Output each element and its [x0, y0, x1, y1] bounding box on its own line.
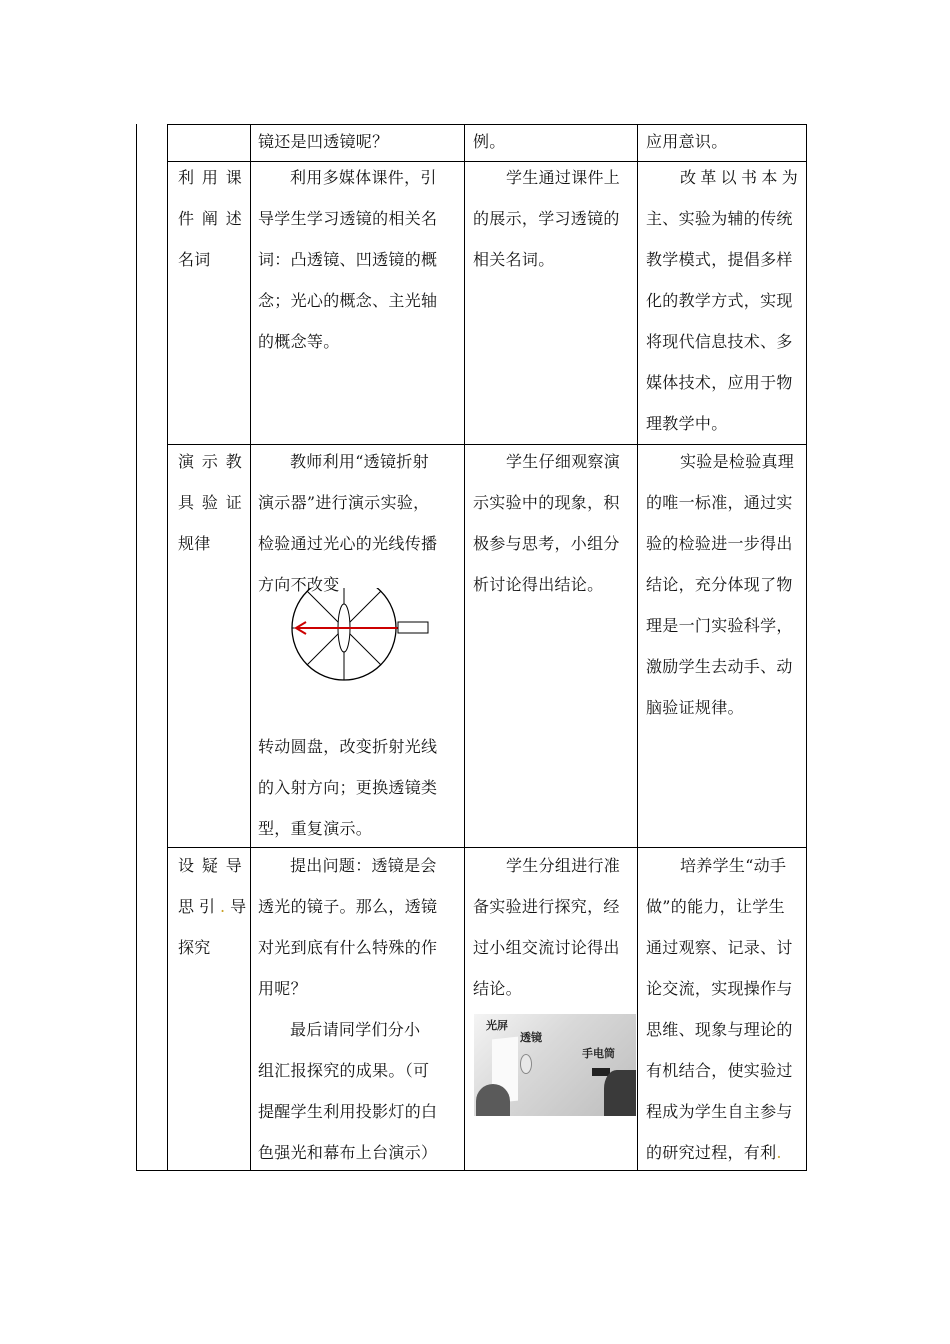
row3-intent-last: 的研究过程，有利 [646, 1143, 777, 1162]
row3-intent-line: 论交流，实现操作与 [646, 979, 793, 998]
lens-refraction-demonstrator-diagram [286, 588, 436, 688]
row2-teacher-line: 教师利用“透镜折射 [290, 452, 429, 471]
row3-teacher-line: 用呢？ [258, 979, 307, 998]
row3-activity-line: 探究 [178, 938, 211, 957]
row3-student-line: 学生分组进行准 [506, 856, 621, 875]
row2-intent-line: 验的检验进一步得出 [646, 534, 793, 553]
row1-teacher-line: 导学生学习透镜的相关名 [258, 209, 438, 228]
row2-activity-line: 演示教 [178, 452, 242, 471]
row2-intent-line: 激励学生去动手、动 [646, 657, 793, 676]
column-divider-1 [250, 124, 251, 1171]
row3-activity-part: 导 [230, 897, 252, 916]
row3-teacher-line: 对光到底有什么特殊的作 [258, 938, 438, 957]
photo-label-lens: 透镜 [520, 1031, 542, 1044]
row3-activity-line [178, 886, 251, 927]
row0-student-line: 例。 [473, 132, 506, 151]
row3-teacher-after-line: 组汇报探究的成果。（可 [258, 1061, 430, 1080]
row1-student-line: 相关名词。 [473, 250, 555, 269]
experiment-photo [474, 1014, 636, 1116]
row1-intent-line: 媒体技术，应用于物 [646, 373, 793, 392]
row3-intent-line: 程成为学生自主参与 [646, 1102, 793, 1121]
row3-intent-line: 培养学生“动手 [680, 856, 787, 875]
row1-teacher-line: 的概念等。 [258, 332, 340, 351]
column-divider-0 [167, 124, 168, 1171]
row1-student-line: 学生通过课件上 [506, 168, 621, 187]
row1-intent-line: 改革以书本为 [680, 168, 798, 187]
photo-lens-holder [520, 1054, 532, 1074]
row2-student-line: 极参与思考，小组分 [473, 534, 620, 553]
row2-intent-line: 的唯一标准，通过实 [646, 493, 793, 512]
row1-student-line: 的展示，学习透镜的 [473, 209, 620, 228]
photo-hand-left [476, 1084, 510, 1116]
row3-activity-line: 设疑导 [178, 856, 242, 875]
row2-teacher-after-line: 的入射方向；更换透镜类 [258, 778, 438, 797]
row3-intent-line: 思维、现象与理论的 [646, 1020, 793, 1039]
row3-intent-line: 通过观察、记录、讨 [646, 938, 793, 957]
table-right-border [806, 124, 807, 1171]
row2-teacher-line: 演示器”进行演示实验， [258, 493, 430, 512]
photo-arm-right [604, 1070, 636, 1116]
row3-intent-line [646, 1132, 782, 1173]
accent-dot: . [220, 897, 231, 916]
row1-activity-line: 利用课 [178, 168, 242, 187]
row3-teacher-after-line: 提醒学生利用投影灯的白 [258, 1102, 438, 1121]
row3-teacher-after-line: 色强光和幕布上台演示） [258, 1143, 438, 1162]
row3-intent-line: 有机结合，使实验过 [646, 1061, 793, 1080]
row2-teacher-line: 检验通过光心的光线传播 [258, 534, 438, 553]
row3-intent-line: 做”的能力，让学生 [646, 897, 785, 916]
row2-intent-line: 实验是检验真理 [680, 452, 795, 471]
row2-student-line: 示实验中的现象，积 [473, 493, 620, 512]
row2-intent-line: 脑验证规律。 [646, 698, 744, 717]
row2-intent-line: 结论，充分体现了物 [646, 575, 793, 594]
row1-teacher-line: 词：凸透镜、凹透镜的概 [258, 250, 438, 269]
row3-teacher-line: 透光的镜子。那么，透镜 [258, 897, 438, 916]
row1-intent-line: 化的教学方式，实现 [646, 291, 793, 310]
row2-activity-line: 规律 [178, 534, 211, 553]
row1-intent-line: 将现代信息技术、多 [646, 332, 793, 351]
row3-student-line: 结论。 [473, 979, 522, 998]
photo-label-screen: 光屏 [486, 1019, 508, 1032]
row2-teacher-after-line: 转动圆盘，改变折射光线 [258, 737, 438, 756]
column-divider-2 [464, 124, 465, 1171]
row1-teacher-line: 念；光心的概念、主光轴 [258, 291, 438, 310]
light-source-box [398, 622, 428, 633]
row3-activity-part: 思引 [178, 897, 221, 916]
row3-student-line: 备实验进行探究，经 [473, 897, 620, 916]
row1-intent-line: 教学模式，提倡多样 [646, 250, 793, 269]
row2-student-line: 析讨论得出结论。 [473, 575, 604, 594]
row1-teacher-line: 利用多媒体课件，引 [290, 168, 437, 187]
row3-teacher-after-line: 最后请同学们分小 [290, 1020, 421, 1039]
accent-dot: . [776, 1143, 782, 1162]
row1-activity-line: 件阐述 [178, 209, 242, 228]
photo-label-flashlight: 手电筒 [582, 1047, 615, 1060]
column-divider-3 [637, 124, 638, 1171]
row2-activity-line: 具验证 [178, 493, 242, 512]
row3-teacher-line: 提出问题：透镜是会 [290, 856, 437, 875]
row2-teacher-after-line: 型，重复演示。 [258, 819, 373, 838]
row1-intent-line: 主、实验为辅的传统 [646, 209, 793, 228]
row3-student-line: 过小组交流讨论得出 [473, 938, 620, 957]
row2-intent-line: 理是一门实验科学， [646, 616, 793, 635]
table-left-border [136, 124, 137, 1171]
row1-intent-line: 理教学中。 [646, 414, 728, 433]
row0-teacher-line: 镜还是凹透镜呢？ [258, 132, 389, 151]
row2-student-line: 学生仔细观察演 [506, 452, 621, 471]
row0-intent-line: 应用意识。 [646, 132, 728, 151]
row2-teacher-line: 方向不改变 [258, 575, 340, 594]
row1-activity-line: 名词 [178, 250, 211, 269]
